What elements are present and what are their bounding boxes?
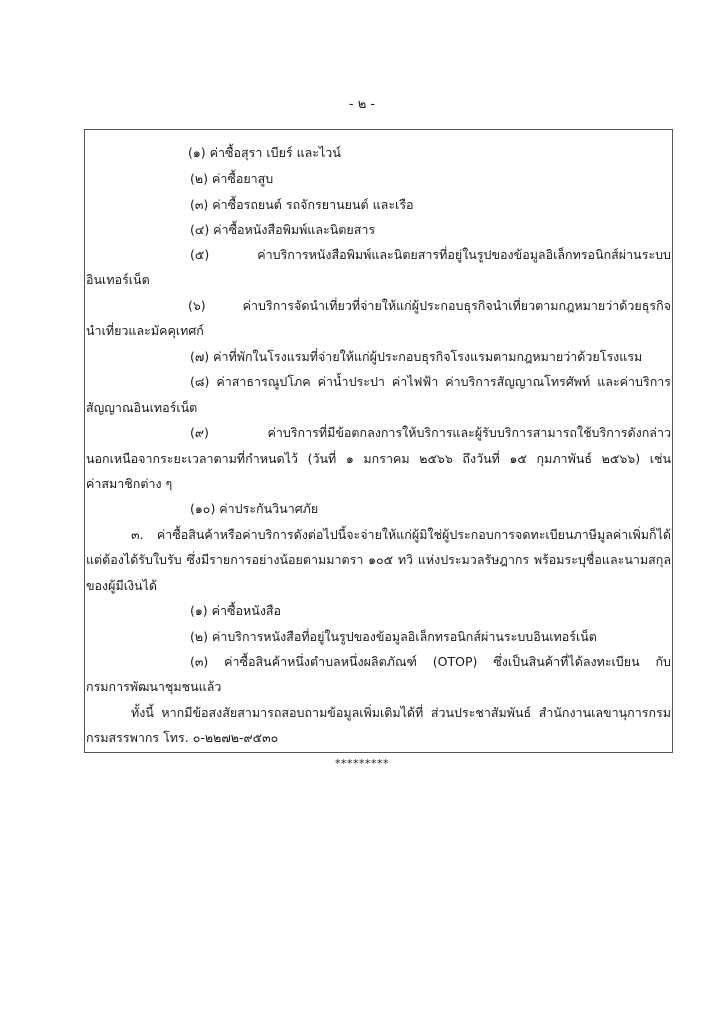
text-line: นอกเหนือจากระยะเวลาตามที่กำหนดไว้ (วันที่ ๑ มกราคม ๒๕๖๖ ถึงวันที่ ๑๕ กุมภาพันธ์ ๒๕๖๖) เช่น [86,451,671,466]
text-line: นำเที่ยวและมัคคุเทศก์ [86,323,204,338]
text-line: (๑) ค่าซื้อหนังสือ [190,603,282,618]
text-line: (๒) ค่าบริการหนังสือที่อยู่ในรูปของข้อมูลอิเล็กทรอนิกส์ผ่านระบบอินเทอร์เน็ต [190,629,597,644]
text-line: กรมการพัฒนาชุมชนแล้ว [86,679,222,694]
text-line: ค่าสมาชิกต่าง ๆ [86,476,173,491]
text-line: สัญญาณอินเทอร์เน็ต [86,400,198,415]
text-line: (๓) ค่าซื้อรถยนต์ รถจักรยานยนต์ และเรือ [190,197,414,212]
page-number: - ๒ - [348,97,376,112]
text-line: (๒) ค่าซื้อยาสูบ [190,171,274,186]
end-marker: ********* [335,757,389,770]
text-line: (๑) ค่าซื้อสุรา เบียร์ และไวน์ [188,145,341,160]
text-line: (๙) ค่าบริการที่มีข้อตกลงการให้บริการและผู้รับบริการสามารถใช้บริการดังกล่าว [190,425,671,440]
text-line: (๗) ค่าที่พักในโรงแรมที่จ่ายให้แก่ผู้ประกอบธุรกิจโรงแรมตามกฎหมายว่าด้วยโรงแรม [190,349,643,364]
text-line: (๖) ค่าบริการจัดนำเที่ยวที่จ่ายให้แก่ผู้ประกอบธุรกิจนำเที่ยวตามกฎหมายว่าด้วยธุรกิจ [188,298,671,313]
text-line: แต่ต้องได้รับใบรับ ซึ่งมีรายการอย่างน้อยตามมาตรา ๑๐๕ ทวิ แห่งประมวลรัษฎากร พร้อมระบุชื่อและนามสกุล [86,552,671,567]
text-line: (๓) ค่าซื้อสินค้าหนึ่งตำบลหนึ่งผลิตภัณฑ์ (OTOP) ซึ่งเป็นสินค้าที่ได้ลงทะเบียน กับ [190,654,671,669]
text-line: ของผู้มีเงินได้ [86,578,158,593]
text-line: ๓. ค่าซื้อสินค้าหรือค่าบริการดังต่อไปนี้จะจ่ายให้แก่ผู้มิใช่ผู้ประกอบการจดทะเบียนภาษีมูลค่าเพิ่มก็ได้ [131,527,671,542]
text-line: ทั้งนี้ หากมีข้อสงสัยสามารถสอบถามข้อมูลเพิ่มเติมได้ที่ ส่วนประชาสัมพันธ์ สำนักงานเลขานุการกรม [131,705,671,720]
text-line: กรมสรรพากร โทร. ๐-๒๒๗๒-๙๕๓๐ [86,730,279,745]
text-line: (๕) ค่าบริการหนังสือพิมพ์และนิตยสารที่อยู่ในรูปของข้อมูลอิเล็กทรอนิกส์ผ่านระบบ [190,247,671,262]
text-line: (๑๐) ค่าประกันวินาศภัย [190,501,319,516]
text-line: อินเทอร์เน็ต [86,272,150,287]
content-box [84,129,673,753]
text-line: (๔) ค่าซื้อหนังสือพิมพ์และนิตยสาร [190,222,376,237]
text-line: (๘) ค่าสาธารณูปโภค ค่าน้ำประปา ค่าไฟฟ้า ค่าบริการสัญญาณโทรศัพท์ และค่าบริการ [190,374,671,389]
